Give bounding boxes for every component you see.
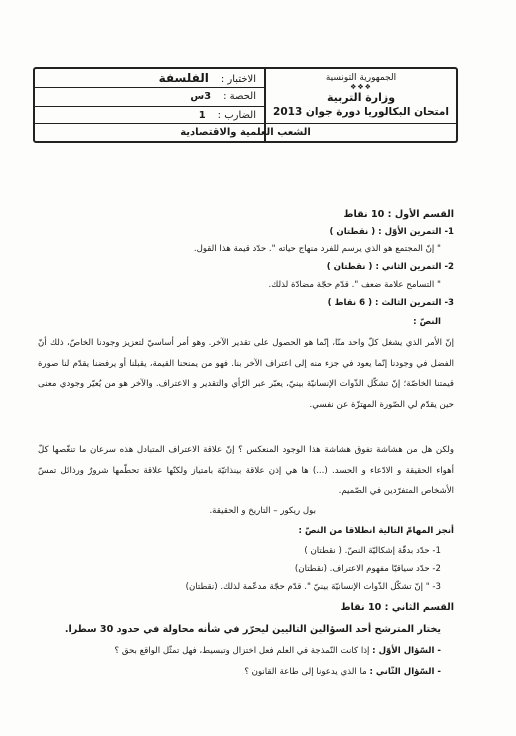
session-row — [35, 88, 264, 107]
text-label: النصّ : — [413, 317, 441, 327]
part2-title: القسم الثاني : 10 نقاط — [340, 602, 454, 613]
question-2-label: - السّؤال الثّاني : — [369, 667, 441, 677]
part1-title: القسم الأول : 10 نقاط — [343, 209, 454, 220]
text-paragraph-2: ولكن هل من هشاشة تفوق هشاشة هذا الوجود المنعكس ؟ إنّ علاقة الاعتراف المتبادل هذه سرعان ما تنغّصها كلّ أهواء الحقيقة و الادّعاء و الحسد. (...) ها هي إذن علاقة بينذاتيّة بامتياز ولكنّها علاقة تحطّمها شرورٌ ورذائل تمسّ الأشخاص المتفرّدين في الصّميم. — [38, 445, 454, 496]
text-source: بول ريكور – التاريخ و الحقيقة. — [209, 506, 316, 516]
tasks-title: أنجز المهامّ التالية انطلاقا من النصّ : — [298, 526, 454, 536]
exercise1-text: " إنّ المجتمع هو الذي يرسم للفرد منهاج حياته ". حدّد قيمة هذا القول. — [193, 244, 441, 254]
exercise2-title: 2- التمرين الثاني : ( نقطتان ) — [326, 262, 454, 272]
question-1 — [115, 645, 441, 657]
question-1-text: إذا كانت النّمذجة في العلم فعل اختزال وتبسيط، فهل تمثّل الواقع بحق ؟ — [114, 646, 370, 656]
task-3: 3- " إنّ تشكّل الذّوات الإنسانيّة بينيّ ". قدّم حجّة مدعّمة لذلك. (نقطتان) — [185, 582, 441, 592]
exercise2-text: " التسامح علامة ضعف ". قدّم حجّة مضادّة لذلك. — [268, 280, 441, 290]
exercise1-title: 1- التمرين الأوّل : ( نقطتان ) — [329, 227, 454, 237]
task-2: 2- حدّد سياقيّا مفهوم الاعتراف. (نقطتان) — [294, 564, 441, 574]
decorative-stars: ❖❖❖ — [350, 83, 372, 91]
exercise3-title: 3- التمرين الثالث : ( 6 نقاط ) — [327, 298, 454, 308]
ministry-label: وزارة التربية — [326, 91, 396, 104]
task-1: 1- حدّد بدقّة إشكاليّة النصّ. ( نقطتان ) — [304, 546, 441, 556]
subject-row — [35, 69, 264, 88]
session-value: 3س — [190, 91, 212, 102]
question-2-text: ما الذي يدعونا إلى طاعة القانون ؟ — [244, 667, 367, 677]
exam-title: امتحان البكالوريا دورة جوان 2013 — [273, 106, 449, 118]
subject-value: الفلسفة — [158, 71, 209, 85]
question-2 — [244, 666, 441, 678]
subject-label: الاختبار : — [220, 74, 256, 85]
republic-label: الجمهورية التونسية — [325, 73, 397, 83]
session-label: الحصة : — [223, 91, 256, 102]
question-1-label: - السّؤال الأوّل : — [372, 646, 441, 656]
part2-instruction: يختار المترشح أحد السؤالين التاليين ليحرّر في شأنه محاولة في حدود 30 سطرا. — [64, 624, 441, 635]
branches-label: الشعب العلمية والاقتصادية — [35, 123, 456, 141]
coef-value: 1 — [198, 110, 206, 121]
text-paragraph-1: إنّ الأمر الذي يشغل كلّ واحد منّا، إنّما هو الحصول على تقدير الآخر. وهو أمر أساسيّ لتعزيز وجودنا الخاصّ، ذلك أنّ الفضل في وجودنا إنّما يعود في جزء منه إلى اعتراف الآخر بنا. فهو من يمنحنا القيمة، يقبلنا أو يرفضنا يقدّم لنا صورة قيمتنا الخاصّة؛ إنّ تشكّل الذّوات الإنسانيّة بينيّ، يعبّر عبر الرّأي والتقدير و الاعتراف. والآخر هو من يُعيّر وجودي معنى حين يقدّم لي الصّورة المهتزّة عن نفسي. — [38, 338, 454, 410]
coef-label: الضارب : — [217, 110, 256, 121]
exam-header — [33, 67, 458, 143]
